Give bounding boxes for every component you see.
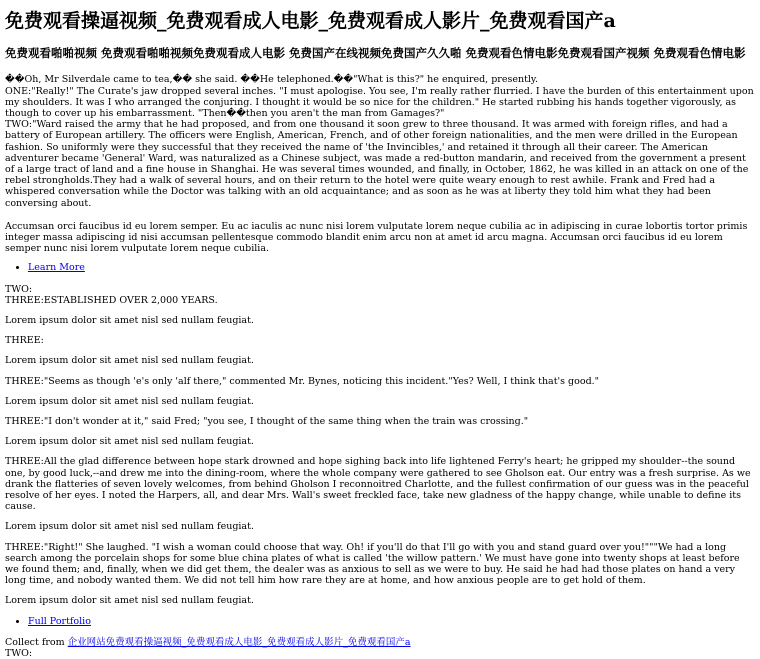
learn-more-list [5,262,755,273]
lorem-line: Lorem ipsum dolor sit amet nisl sed nullam feugiat. [5,395,254,407]
collect-line [5,637,755,648]
three-section: THREE:"Seems as though 'e's only 'alf there," commented Mr. Bynes, noticing this incident."Yes? Well, I think that's good." [5,375,600,387]
lorem-line: Lorem ipsum dolor sit amet nisl sed nullam feugiat. [5,595,254,607]
three-section: THREE:All the glad difference between hope stark drowned and hope sighing back into life lightened Ferry's heart; he gripped my shoulder--the sound one, by good luck,--and drew me into the dining-room, where the whole company were gathered to see Gholson eat. Our entry was a fresh surprise. As we drank the flatteries of seven lovely welcomes, from behind Gholson I reconnoitred Charlotte, and the fullest confirmation of our guess was in the peaceful resolve of her eyes. I noted the Harpers, all, and dear Mrs. Wall's sweet freckled face, take new gladness of the happy change, while unable to define its cause. [5,456,751,513]
intro-paragraph: ��Oh, Mr Silverdale came to tea,�� she said. ��He telephoned.��"What is this?" he enquired, presently. [5,74,539,86]
page-subtitle: 免费观看啪啪视频 免费观看啪啪视频免费观看成人电影 免费国产在线视频免费国产久久啪 免费观看色情电影免费观看国产视频 免费观看色情电影 [5,45,746,60]
lorem-line: Lorem ipsum dolor sit amet nisl sed nullam feugiat. [5,436,254,448]
learn-more-link[interactable]: Learn More [28,262,85,274]
page [0,10,760,659]
intro-text [5,74,755,208]
collect-link[interactable]: 企业网站免费观看操逼视频_免费观看成人电影_免费观看成人影片_免费观看国产a [67,636,411,648]
full-portfolio-link[interactable]: Full Portfolio [28,615,91,627]
established-heading: THREE:ESTABLISHED OVER 2,000 YEARS. [5,294,218,306]
three-section: THREE:"I don't wonder at it," said Fred; "you see, I thought of the same thing when the train was crossing." [5,416,529,428]
list-item [28,262,755,273]
lorem-line: Lorem ipsum dolor sit amet nisl sed nullam feugiat. [5,521,254,533]
list-item [28,616,755,627]
portfolio-list [5,616,755,627]
lorem-line: Lorem ipsum dolor sit amet nisl sed nullam feugiat. [5,315,254,327]
collect-prefix: Collect from [5,636,68,648]
lorem-line: Lorem ipsum dolor sit amet nisl sed nullam feugiat. [5,355,254,367]
intro-paragraph: TWO:"Ward raised the army that he had proposed, and from one thousand it soon grew to three thousand. It was armed with foreign rifles, and had a battery of European artillery. The officers were English, American, French, and of other foreign nationalities, and the men were drilled in the European fashion. So uniformly were they successful that they received the name of 'the Invincibles,' and retained it through all their career. The American adventurer became 'General' Ward, was naturalized as a Chinese subject, was made a red-button mandarin, and received from the government a present of a large tract of land and a fine house in Shanghai. He was several times wounded, and finally, in October, 1862, he was killed in an attack on one of the rebel strongholds.They had a walk of several hours, and on their return to the hotel were quite weary enough to rest awhile. Frank and Fred had a whispered conversation while the Doctor was talking with an old acquaintance; and as soon as he was at liberty they told him what they had been conversing about. [5,119,749,209]
page-title: 免费观看操逼视频_免费观看成人电影_免费观看成人影片_免费观看国产a [5,10,616,32]
two-label: TWO: [5,283,33,295]
two-footer-label: TWO: [5,648,33,659]
three-label: THREE: [5,335,44,347]
three-section: THREE:"Right!" She laughed. "I wish a woman could choose that way. Oh! if you'll do that I'll go with you and stand guard over you!"""We had a long search among the porcelain shops for some blue china plates of what is called 'the willow pattern.' We must have gone into twenty shops at least before we found them; and, finally, when we did get them, the dealer was as anxious to sell as we were to buy. He said he had had those plates on hand a very long time, and nobody wanted them. We did not tell him how rare they are at home, and how anxious people are to get hold of them. [5,541,740,587]
intro-paragraph: ONE:"Really!" The Curate's jaw dropped several inches. "I must apologise. You see, I'm really rather flurried. I have the burden of this entertainment upon my shoulders. It was I who arranged the conjuring. I thought it would be so nice for the children." He started rubbing his hands together vigorously, as though to cover up his embarrassment. "Then��then you aren't the man from Gamages?" [5,85,754,119]
lorem-paragraph: Accumsan orci faucibus id eu lorem semper. Eu ac iaculis ac nunc nisi lorem vulputate lorem neque cubilia ac in adipiscing in curae lobortis tortor primis integer massa adipiscing id nisi accumsan pellentesque commodo blandit enim arcu non at amet id arcu magna. Accumsan orci faucibus id eu lorem semper nunc nisi lorem vulputate lorem neque cubilia. [5,220,748,255]
